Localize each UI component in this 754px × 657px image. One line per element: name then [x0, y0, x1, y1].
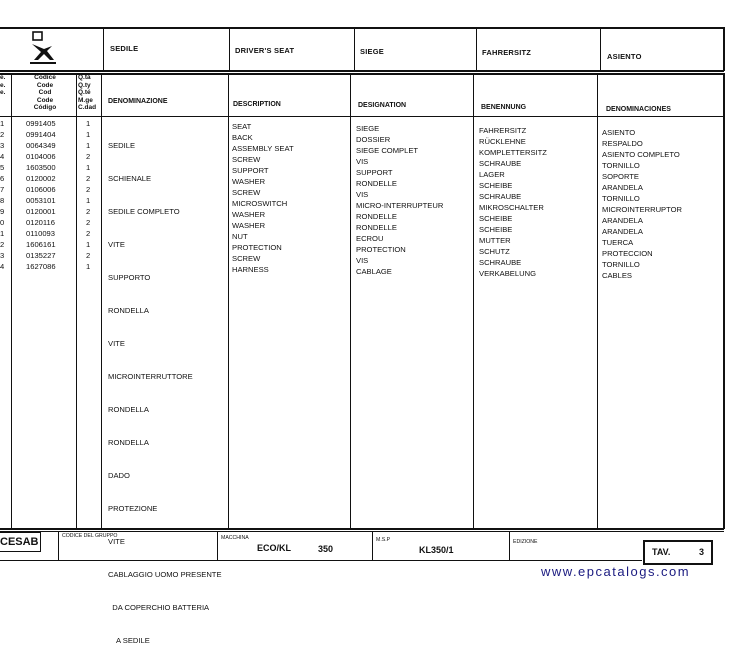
list-item: DADO — [108, 471, 130, 480]
header-en: DESCRIPTION — [233, 101, 281, 108]
code-column — [26, 118, 56, 272]
list-item: PROTECTION — [232, 243, 282, 252]
list-item: 2 — [86, 229, 91, 238]
list-item: ARANDELA — [602, 183, 643, 192]
title-divider-5 — [600, 27, 601, 71]
list-item: MIKROSCHALTER — [479, 203, 544, 212]
list-item: SCHEIBE — [479, 181, 513, 190]
list-item: PROTECCION — [602, 249, 653, 258]
list-item: 0104006 — [26, 152, 56, 161]
machine-label: MACCHINA — [221, 535, 249, 541]
list-item: 1 — [86, 163, 91, 172]
list-item: TORNILLO — [602, 260, 640, 269]
list-item: ASIENTO COMPLETO — [602, 150, 680, 159]
list-item: ARANDELA — [602, 227, 643, 236]
title-row-top-border — [0, 27, 724, 29]
list-item: 1603500 — [26, 163, 56, 172]
list-item: 2 — [86, 207, 91, 216]
list-item: ECROU — [356, 234, 384, 243]
footer-divider-3 — [372, 531, 373, 561]
list-item: RONDELLA — [108, 306, 149, 315]
list-item: 1 — [86, 130, 91, 139]
qty-header: Q.tà Q.ty Q.té M.ge C.dad — [78, 74, 97, 112]
list-item: SEAT — [232, 122, 252, 131]
list-item: 2 — [86, 251, 91, 260]
list-item: MUTTER — [479, 236, 511, 245]
group-code-label: CODICE DEL GRUPPO — [62, 533, 118, 539]
title-en: DRIVER'S SEAT — [235, 46, 295, 55]
code-header: Codice Code Cod Code Código — [33, 74, 57, 112]
list-item: KOMPLETTERSITZ — [479, 148, 547, 157]
list-item: 0064349 — [26, 141, 56, 150]
col-divider-code — [76, 73, 77, 529]
msp-label: M.S.P — [376, 537, 391, 543]
stub-column: 1 2 3 4 5 6 7 8 9 0 1 2 3 4 — [0, 119, 5, 271]
watermark-url: www.epcatalogs.com — [541, 564, 691, 579]
title-divider-3 — [354, 27, 355, 71]
list-item: 0110093 — [26, 229, 55, 238]
list-item: SUPPORT — [232, 166, 269, 175]
list-item: 1 — [86, 240, 91, 249]
title-divider-2 — [229, 27, 230, 71]
list-item: SUPPORT — [356, 168, 393, 177]
list-item: RÜCKLEHNE — [479, 137, 526, 146]
list-item: SCHUTZ — [479, 247, 510, 256]
list-item: WASHER — [232, 177, 266, 186]
col-divider-it — [228, 73, 229, 529]
list-item: MICRO-INTERRUPTEUR — [356, 201, 444, 210]
list-item: SCREW — [232, 254, 261, 263]
list-item: SUPPORTO — [108, 273, 151, 282]
footer-top-border — [0, 531, 724, 532]
list-item: 0120002 — [26, 174, 56, 183]
col-divider-de — [597, 73, 598, 529]
table-right-border — [723, 73, 725, 529]
header-it: DENOMINAZIONE — [108, 98, 168, 105]
list-item: TORNILLO — [602, 194, 640, 203]
en-column — [232, 121, 294, 275]
list-item: VITE — [108, 537, 125, 546]
list-item: A SEDILE — [108, 636, 150, 645]
list-item: RONDELLA — [108, 438, 149, 447]
list-item: SIEGE COMPLET — [356, 146, 419, 155]
list-item: SEDILE COMPLETO — [108, 207, 180, 216]
title-divider-1 — [103, 27, 104, 71]
list-item: SOPORTE — [602, 172, 639, 181]
list-item: TUERCA — [602, 238, 634, 247]
list-item: RONDELLA — [108, 405, 149, 414]
col-divider-stub — [11, 73, 12, 529]
list-item: 0135227 — [26, 251, 56, 260]
machine-number: 350 — [318, 544, 334, 554]
list-item: PROTECTION — [356, 245, 406, 254]
list-item: DA COPERCHIO BATTERIA — [108, 603, 210, 612]
list-item: 0991404 — [26, 130, 56, 139]
tav-label: TAV. — [652, 547, 671, 557]
list-item: MICROSWITCH — [232, 199, 288, 208]
list-item: 1 — [86, 141, 91, 150]
list-item: WASHER — [232, 210, 266, 219]
list-item: LAGER — [479, 170, 505, 179]
list-item: 0120116 — [26, 218, 55, 227]
title-fr: SIEGE — [360, 47, 384, 56]
list-item: VIS — [356, 190, 369, 199]
col-divider-fr — [473, 73, 474, 529]
header-fr: DESIGNATION — [358, 102, 407, 109]
list-item: 0053101 — [26, 196, 56, 205]
title-divider-4 — [476, 27, 477, 71]
list-item: 0106006 — [26, 185, 56, 194]
list-item: SCHRAUBE — [479, 258, 522, 267]
de-column — [479, 125, 547, 279]
list-item: 0991405 — [26, 119, 56, 128]
list-item: 2 — [86, 185, 91, 194]
list-item: CABLAGGIO UOMO PRESENTE — [108, 570, 222, 579]
es-column — [602, 127, 682, 281]
title-es: ASIENTO — [607, 52, 642, 61]
list-item: 2 — [86, 152, 91, 161]
list-item: FAHRERSITZ — [479, 126, 527, 135]
list-item: 0120001 — [26, 207, 56, 216]
footer-divider-1 — [58, 531, 59, 561]
list-item: MICROINTERRUTTORE — [108, 372, 193, 381]
list-item: 2 — [86, 174, 91, 183]
list-item: 1606161 — [26, 240, 56, 249]
brand-name: CESAB — [0, 536, 39, 548]
list-item: TORNILLO — [602, 161, 640, 170]
tav-number: 3 — [699, 547, 705, 557]
header-row-separator — [0, 116, 724, 117]
list-item: MICROINTERRUPTOR — [602, 205, 683, 214]
list-item: RONDELLE — [356, 212, 397, 221]
list-item: RONDELLE — [356, 179, 397, 188]
list-item: ARANDELA — [602, 216, 643, 225]
list-item: SCHEIBE — [479, 225, 513, 234]
list-item: WASHER — [232, 221, 266, 230]
list-item: SCREW — [232, 188, 261, 197]
list-item: DOSSIER — [356, 135, 391, 144]
seat-symbol-icon — [28, 30, 58, 64]
list-item: 1 — [86, 119, 91, 128]
left-stub-header: e. e. e. — [0, 74, 6, 97]
list-item: RONDELLE — [356, 223, 397, 232]
edition-label: EDIZIONE — [513, 539, 538, 545]
list-item: SCHRAUBE — [479, 192, 522, 201]
table-top-border — [0, 73, 724, 75]
list-item: VITE — [108, 339, 125, 348]
list-item: ASIENTO — [602, 128, 636, 137]
list-item: SEDILE — [108, 141, 136, 150]
footer-divider-4 — [509, 531, 510, 561]
list-item: 1 — [86, 196, 91, 205]
list-item: HARNESS — [232, 265, 269, 274]
list-item: VIS — [356, 256, 369, 265]
list-item: VIS — [356, 157, 369, 166]
list-item: VERKABELUNG — [479, 269, 536, 278]
qty-column — [86, 118, 90, 272]
list-item: SIEGE — [356, 124, 380, 133]
header-de: BENENNUNG — [481, 104, 527, 111]
list-item: ASSEMBLY SEAT — [232, 144, 294, 153]
list-item: SCHIENALE — [108, 174, 152, 183]
msp-value: KL350/1 — [419, 545, 454, 555]
list-item: BACK — [232, 133, 253, 142]
footer-bottom-border — [0, 560, 642, 561]
list-item: PROTEZIONE — [108, 504, 158, 513]
list-item: SCHRAUBE — [479, 159, 522, 168]
list-item: VITE — [108, 240, 125, 249]
title-row-right-border — [723, 27, 725, 71]
list-item: SCREW — [232, 155, 261, 164]
col-divider-en — [350, 73, 351, 529]
list-item: NUT — [232, 232, 248, 241]
header-es: DENOMINACIONES — [606, 106, 671, 113]
fr-column — [356, 123, 443, 277]
list-item: 2 — [86, 218, 91, 227]
list-item: CABLAGE — [356, 267, 392, 276]
footer-divider-2 — [217, 531, 218, 561]
it-column — [108, 118, 222, 657]
machine-model: ECO/KL — [257, 543, 292, 553]
list-item: 1 — [86, 262, 91, 271]
col-divider-qty — [101, 73, 102, 529]
title-row-bottom-border — [0, 70, 724, 72]
list-item: RESPALDO — [602, 139, 643, 148]
list-item: SCHEIBE — [479, 214, 513, 223]
list-item: 1627086 — [26, 262, 56, 271]
list-item: CABLES — [602, 271, 632, 280]
title-it: SEDILE — [110, 44, 139, 53]
title-de: FAHRERSITZ — [482, 48, 532, 57]
